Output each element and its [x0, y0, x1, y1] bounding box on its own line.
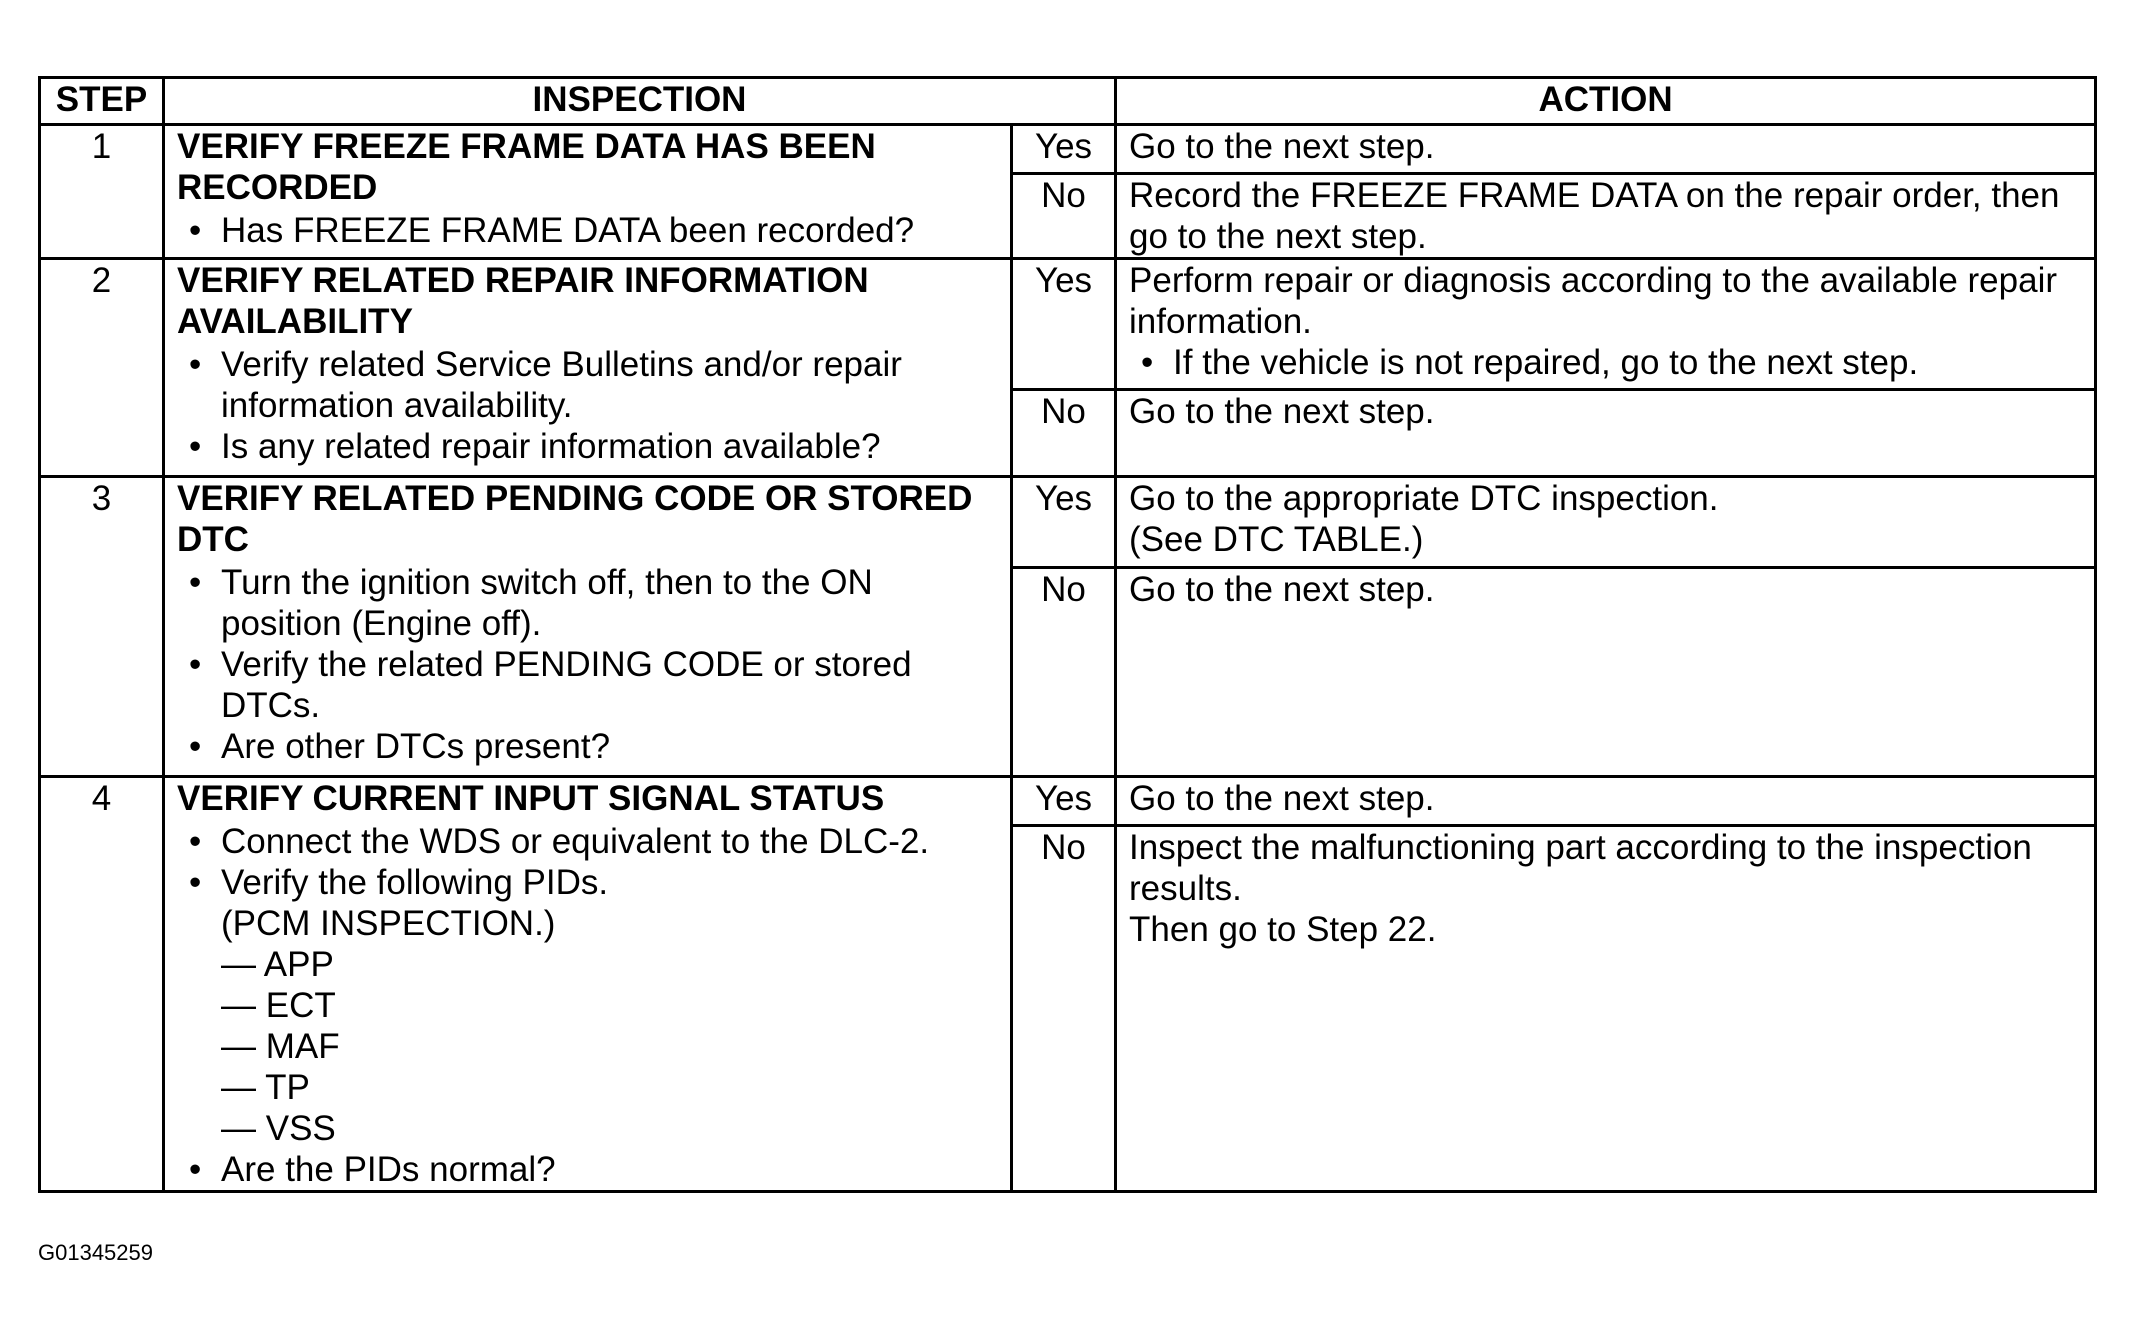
no-label: No — [1012, 568, 1116, 777]
yes-label: Yes — [1012, 259, 1116, 390]
yes-action — [1116, 477, 2096, 568]
step-number: 3 — [40, 477, 164, 777]
inspection-title: VERIFY FREEZE FRAME DATA HAS BEEN RECORDED — [177, 127, 876, 207]
bullet-item: • Connect the WDS or equivalent to the DLC-2. — [177, 821, 998, 862]
diagnostic-table — [38, 76, 2097, 1193]
pid-item: — ECT — [221, 986, 336, 1025]
inspection-bullets — [177, 821, 998, 1190]
header-action: ACTION — [1116, 78, 2096, 125]
no-label: No — [1012, 826, 1116, 1192]
yes-label: Yes — [1012, 777, 1116, 826]
header-step: STEP — [40, 78, 164, 125]
pid-item: — APP — [221, 945, 334, 984]
bullet-item: • Has FREEZE FRAME DATA been recorded? — [177, 210, 998, 251]
header-row — [40, 78, 2096, 125]
action-bullets — [1129, 342, 2082, 383]
inspection-title: VERIFY RELATED REPAIR INFORMATION AVAILABILITY — [177, 261, 869, 341]
bullet-item: • Is any related repair information available? — [177, 426, 998, 467]
yes-action — [1116, 125, 2096, 174]
step-3-inspection — [164, 477, 1012, 777]
pid-item: — VSS — [221, 1109, 336, 1148]
action-text: (See DTC TABLE.) — [1129, 520, 1424, 559]
yes-action — [1116, 259, 2096, 390]
bullet-item: • Verify related Service Bulletins and/or repair information availability. — [177, 344, 998, 426]
bullet-text: • Verify the following PIDs. — [221, 863, 609, 902]
pid-item: — TP — [221, 1068, 310, 1107]
bullet-item: • Verify the related PENDING CODE or stored DTCs. — [177, 644, 998, 726]
yes-label: Yes — [1012, 477, 1116, 568]
inspection-bullets — [177, 210, 998, 251]
action-text: Go to the next step. — [1129, 392, 1435, 431]
no-action — [1116, 174, 2096, 259]
figure-id: G01345259 — [38, 1240, 153, 1265]
yes-label: Yes — [1012, 125, 1116, 174]
inspection-bullets — [177, 562, 998, 767]
bullet-item: • Are the PIDs normal? — [177, 1149, 998, 1190]
no-action — [1116, 390, 2096, 477]
bullet-subtext: (PCM INSPECTION.) — [221, 904, 556, 943]
bullet-item: • Are other DTCs present? — [177, 726, 998, 767]
step-4-yes-row — [40, 777, 2096, 826]
action-text: Then go to Step 22. — [1129, 910, 1437, 950]
step-1-inspection — [164, 125, 1012, 259]
step-number: 4 — [40, 777, 164, 1192]
no-label: No — [1012, 174, 1116, 259]
bullet-item — [177, 862, 998, 1149]
step-1-yes-row — [40, 125, 2096, 174]
step-3-yes-row — [40, 477, 2096, 568]
step-4-inspection — [164, 777, 1012, 1192]
action-text: Go to the next step. — [1129, 570, 1435, 609]
inspection-title: VERIFY CURRENT INPUT SIGNAL STATUS — [177, 779, 885, 818]
action-text: Go to the next step. — [1129, 779, 1435, 818]
action-text: Record the FREEZE FRAME DATA on the repair order, then go to the next step. — [1129, 176, 2060, 256]
no-action — [1116, 826, 2096, 1192]
step-number: 1 — [40, 125, 164, 259]
step-2-inspection — [164, 259, 1012, 477]
no-label: No — [1012, 390, 1116, 477]
yes-action — [1116, 777, 2096, 826]
action-text: Inspect the malfunctioning part according to the inspection results. — [1129, 828, 2032, 909]
action-text: Go to the next step. — [1129, 127, 1435, 166]
header-inspection: INSPECTION — [164, 78, 1116, 125]
step-2-yes-row — [40, 259, 2096, 390]
action-text: Go to the appropriate DTC inspection. — [1129, 479, 1719, 518]
bullet-item: • If the vehicle is not repaired, go to the next step. — [1129, 342, 2082, 383]
inspection-bullets — [177, 344, 998, 467]
bullet-item: • Turn the ignition switch off, then to the ON position (Engine off). — [177, 562, 998, 644]
pid-item: — MAF — [221, 1027, 340, 1066]
no-action — [1116, 568, 2096, 777]
step-number: 2 — [40, 259, 164, 477]
action-text: Perform repair or diagnosis according to the available repair information. — [1129, 261, 2057, 341]
inspection-title: VERIFY RELATED PENDING CODE OR STORED DTC — [177, 479, 973, 559]
